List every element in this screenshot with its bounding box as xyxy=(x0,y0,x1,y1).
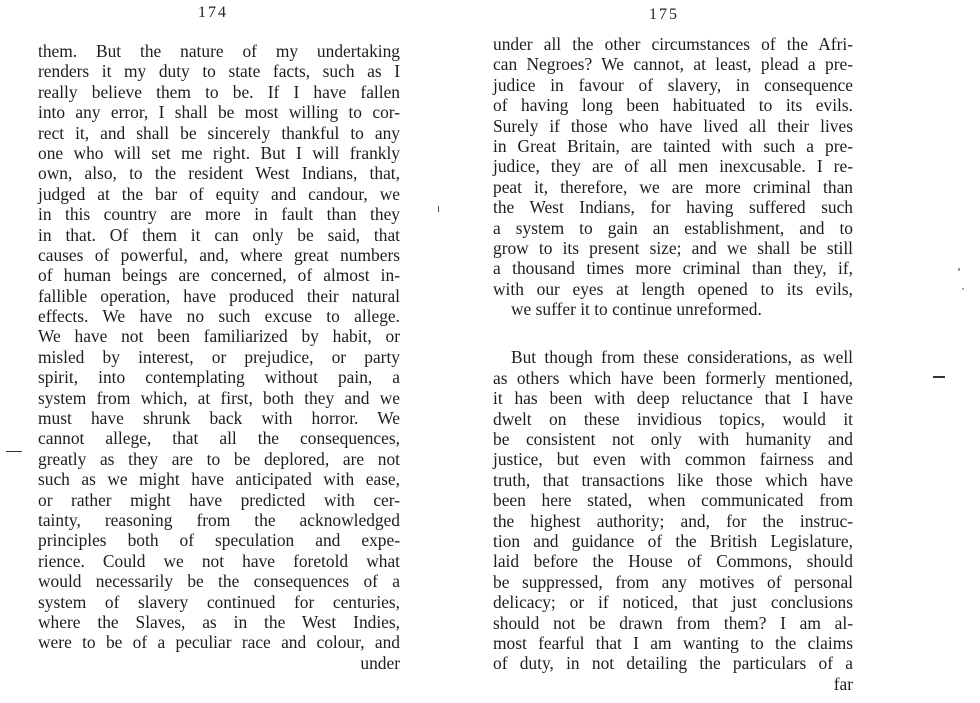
text-line: grow to its present size; and we shall be still xyxy=(493,237,853,258)
text-line: been here stated, when communicated from xyxy=(493,490,853,511)
right-page-text xyxy=(493,34,853,694)
text-line: be consistent not only with humanity and xyxy=(493,429,853,450)
text-line: one who will set me right. But I will frankly xyxy=(38,142,400,163)
text-line: as others which have been formerly mentioned, xyxy=(493,367,853,388)
text-line: of having long been habituated to its evils. xyxy=(493,95,853,116)
text-line: should not be drawn from them? I am al- xyxy=(493,612,853,633)
text-line: own, also, to the resident West Indians, that, xyxy=(38,163,400,184)
text-line: rect it, and shall be sincerely thankful to any xyxy=(38,122,400,143)
text-line: tainty, reasoning from the acknowledged xyxy=(38,509,400,530)
text-line: can Negroes? We cannot, at least, plead a pre- xyxy=(493,54,853,75)
text-line: justice, but even with common fairness and xyxy=(493,449,853,470)
text-line: judged at the bar of equity and candour, we xyxy=(38,183,400,204)
text-line: of duty, in not detailing the particulars of a xyxy=(493,653,853,674)
text-line: system of slavery continued for centuries, xyxy=(38,591,400,612)
right-page-number: 175 xyxy=(649,6,679,23)
text-line: the West Indians, for having suffered such xyxy=(493,197,853,218)
text-line: it has been with deep reluctance that I have xyxy=(493,388,853,409)
catchword: under xyxy=(360,652,400,673)
text-line: a system to gain an establishment, and to xyxy=(493,217,853,238)
catchword: far xyxy=(833,673,853,694)
text-line: into any error, I shall be most willing to cor- xyxy=(38,102,400,123)
text-line: of human beings are concerned, of almost in- xyxy=(38,265,400,286)
text-line: truth, that transactions like those which have xyxy=(493,469,853,490)
text-line: under all the other circumstances of the Afri- xyxy=(493,34,853,54)
text-line: rience. Could we not have foretold what xyxy=(38,550,400,571)
text-line: misled by interest, or prejudice, or party xyxy=(38,346,400,367)
edge-speck xyxy=(962,288,964,290)
text-line: or rather might have predicted with cer- xyxy=(38,489,400,510)
text-line: them. But the nature of my undertaking xyxy=(38,41,400,61)
text-line: most fearful that I am wanting to the claims xyxy=(493,632,853,653)
text-line: principles both of speculation and expe- xyxy=(38,530,400,551)
text-line: greatly as they are to be deplored, are not xyxy=(38,448,400,469)
text-line: But though from these considerations, as well xyxy=(511,347,853,368)
margin-mark-right xyxy=(933,376,945,378)
gutter-mark xyxy=(438,206,439,212)
text-line: where the Slaves, as in the West Indies, xyxy=(38,611,400,632)
text-line: causes of powerful, and, where great numbers xyxy=(38,244,400,265)
text-line: be suppressed, from any motives of personal xyxy=(493,571,853,592)
text-line: peat it, therefore, we are more criminal than xyxy=(493,176,853,197)
text-line: laid before the House of Commons, should xyxy=(493,551,853,572)
margin-mark-left xyxy=(6,451,22,452)
text-line: system from which, at first, both they and we xyxy=(38,387,400,408)
text-line: we suffer it to continue unreformed. xyxy=(511,299,762,320)
text-line: judice in favour of slavery, in consequence xyxy=(493,74,853,95)
text-line: in Great Britain, are tainted with such a pre- xyxy=(493,135,853,156)
text-line: spirit, into contemplating without pain, a xyxy=(38,367,400,388)
text-line: with our eyes at length opened to its evils, xyxy=(493,278,853,299)
text-line: cannot allege, that all the consequences, xyxy=(38,428,400,449)
text-line: tion and guidance of the British Legislature, xyxy=(493,530,853,551)
text-line: dwelt on these invidious topics, would it xyxy=(493,408,853,429)
text-line: in that. Of them it can only be said, that xyxy=(38,224,400,245)
text-line: We have not been familiarized by habit, or xyxy=(38,326,400,347)
text-line: Surely if those who have lived all their lives xyxy=(493,115,853,136)
text-line: in this country are more in fault than they xyxy=(38,204,400,225)
paragraph-break xyxy=(493,319,853,347)
text-line: renders it my duty to state facts, such as I xyxy=(38,61,400,82)
text-line: really believe them to be. If I have fallen xyxy=(38,81,400,102)
edge-speck xyxy=(958,268,960,271)
text-line: such as we might have anticipated with ease, xyxy=(38,469,400,490)
text-line: fallible operation, have produced their natural xyxy=(38,285,400,306)
text-line: a thousand times more criminal than they, if, xyxy=(493,258,853,279)
left-page-text xyxy=(38,41,400,673)
text-line: were to be of a peculiar race and colour, and xyxy=(38,632,400,653)
text-line: effects. We have no such excuse to allege. xyxy=(38,306,400,327)
text-line: the highest authority; and, for the instruc- xyxy=(493,510,853,531)
text-line: would necessarily be the consequences of a xyxy=(38,571,400,592)
left-page-number: 174 xyxy=(198,4,228,21)
text-line: must have shrunk back with horror. We xyxy=(38,408,400,429)
text-line: judice, they are of all men inexcusable. I re- xyxy=(493,156,853,177)
text-line: delicacy; or if noticed, that just conclusions xyxy=(493,592,853,613)
